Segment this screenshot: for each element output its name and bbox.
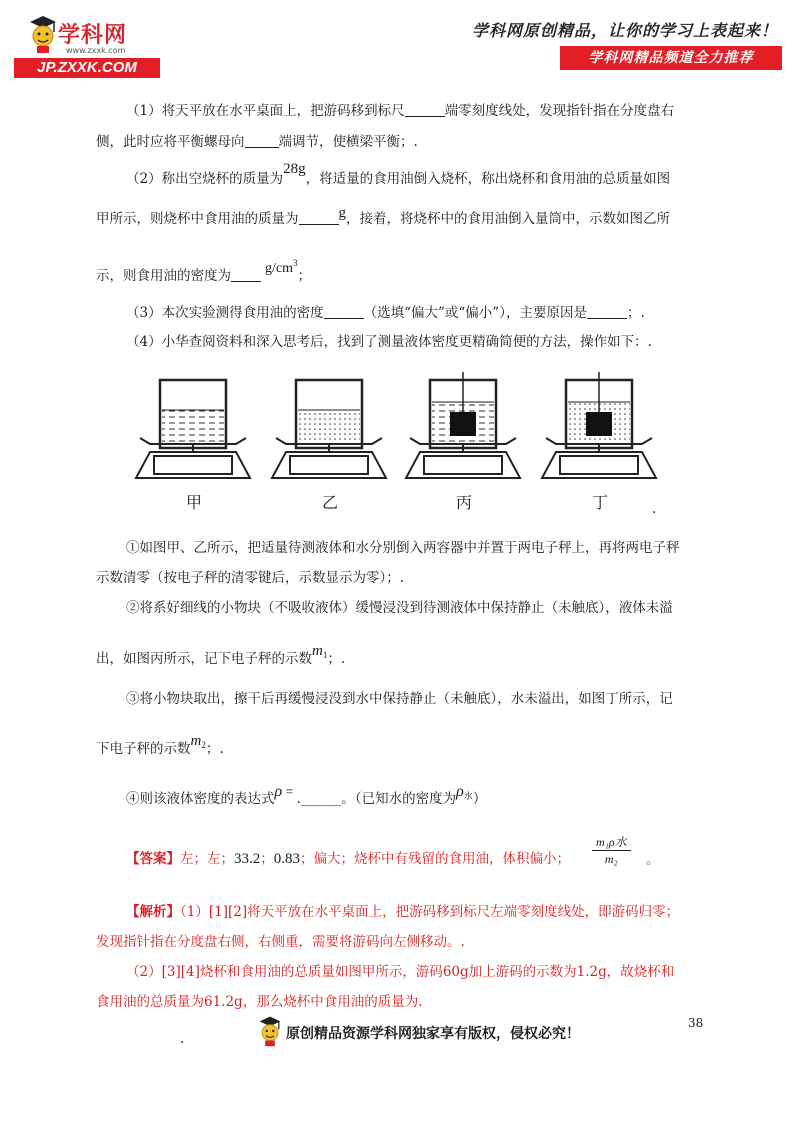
q2-text-e: 示，则食用油的密度为 — [96, 268, 231, 284]
scale-yi — [272, 380, 386, 478]
step1-line1: ①如图甲、乙所示，把适量待测液体和水分别倒入两容器中并置于两电子秤上，再将两电子秤 — [126, 540, 680, 556]
analysis-line2: 发现指针指在分度盘右侧，右侧重，需要将游码向左侧移动。. — [96, 934, 465, 950]
step4-text: ④则该液体密度的表达式 — [126, 791, 275, 807]
q2-unit-density: $g/cm^3$ — [265, 258, 298, 276]
analysis-label: 【解析】 — [126, 904, 180, 920]
header-banner: 学科网精品频道全力推荐 — [560, 46, 782, 70]
q3-blank-1 — [324, 304, 364, 319]
logo-url[interactable]: JP.ZXXK.COM — [14, 58, 160, 78]
q1-text-b: 端零刻度线处，发现指针指在分度盘右 — [444, 103, 675, 119]
step3-line1: ③将小物块取出，擦干后再缓慢浸没到水中保持静止（未触底），水未溢出，如图丁所示，记 — [126, 691, 673, 707]
figure-label-ding: 丁 — [592, 493, 609, 512]
fraction-numerator: m₁ρ水 — [592, 834, 631, 851]
q1-text-c: 侧，此时应将平衡螺母向 — [96, 134, 245, 150]
step3-end: ；. — [205, 741, 224, 757]
q1-blank-2 — [245, 133, 279, 148]
q2-blank-2 — [231, 267, 261, 282]
footer-dot: . — [180, 1031, 185, 1047]
q2-text-b: ，将适量的食用油倒入烧杯，称出烧杯和食用油的总质量如图 — [305, 171, 671, 187]
answer-sep: ； — [260, 851, 274, 867]
scale-ding — [542, 372, 656, 478]
footer-copyright: 原创精品资源学科网独家享有版权，侵权必究！ — [286, 1026, 580, 1042]
step2-line1: ②将系好细线的小物块（不吸收液体）缓慢浸没到待测液体中保持静止（未触底），液体未溢 — [126, 600, 673, 616]
q2-line1 — [126, 161, 671, 188]
answer-value-2: 0.83 — [273, 851, 300, 867]
q2-text-a: （2）称出空烧杯的质量为 — [126, 171, 284, 187]
answer-text-b: ；偏大；烧杯中有残留的食用油，体积偏小； — [300, 851, 570, 867]
figure-label-jia: 甲 — [186, 493, 203, 512]
m2-symbol: $m_2$ — [190, 733, 206, 750]
step2-end: ；. — [327, 651, 346, 667]
analysis-text-1: （1）[1][2]将天平放在水平桌面上，把游码移到标尺左端零刻度线处，即游码归零； — [180, 904, 680, 920]
step2-text: 出，如图丙所示，记下电子秤的示数 — [96, 651, 312, 667]
mascot-icon — [28, 14, 58, 54]
q3-blank-2 — [587, 304, 627, 319]
q2-line2 — [96, 205, 670, 228]
q3-text-b: （选填“偏大”或“偏小”），主要原因是 — [363, 305, 587, 321]
answer-label: 【答案】 — [126, 851, 180, 867]
step4-blank: .______。（已知水的密度为 — [296, 791, 457, 807]
logo-title: 学科网 — [58, 23, 128, 48]
q2-blank-1 — [299, 210, 339, 225]
header-slogan: 学科网原创精品，让你的学习上表起来！ — [471, 21, 778, 40]
step1-line2: 示数清零（按电子秤的清零键后，示数显示为零）；. — [96, 570, 405, 586]
rho-water-symbol: $\rho_水$ — [456, 783, 473, 802]
q4-line: （4）小华查阅资料和深入思考后，找到了测量液体密度更精确简便的方法，操作如下：. — [126, 334, 652, 350]
equals-sign: = — [282, 784, 297, 799]
q2-text-c: 甲所示，则烧杯中食用油的质量为 — [96, 211, 299, 227]
analysis-line1 — [126, 903, 679, 921]
m1-symbol: $m_1$ — [312, 643, 328, 660]
q1-blank-1 — [405, 102, 445, 117]
answer-text-a: 左；左； — [180, 851, 234, 867]
figure-label-yi: 乙 — [322, 493, 339, 512]
answer-line — [126, 848, 570, 870]
q3-line — [126, 304, 645, 322]
scale-bing — [406, 372, 520, 478]
step4-line — [126, 783, 487, 813]
q1-line1 — [126, 102, 674, 120]
q2-unit-g: g — [338, 205, 346, 221]
step4-end: ） — [472, 791, 487, 807]
logo-subtext: www.zxxk.com — [66, 46, 126, 55]
q3-text-c: ；. — [626, 305, 645, 321]
step3-line2 — [96, 733, 224, 762]
figure-dot: . — [652, 501, 657, 517]
q2-mass: 28g — [283, 161, 306, 177]
figure-label-bing: 丙 — [456, 493, 473, 512]
q2-text-f: ； — [297, 268, 311, 284]
q2-text-d: ，接着，将烧杯中的食用油倒入量筒中，示数如图乙所 — [346, 211, 670, 227]
analysis-line4: 食用油的总质量为61.2g，那么烧杯中食用油的质量为. — [96, 994, 423, 1010]
step3-text: 下电子秤的示数 — [96, 741, 191, 757]
answer-fraction — [592, 834, 631, 867]
fraction-denominator: m₂ — [604, 852, 618, 866]
answer-value-1: 33.2 — [234, 851, 261, 867]
rho-symbol: ρ — [274, 783, 283, 800]
analysis-line3: （2）[3][4]烧杯和食用油的总质量如图甲所示，游码60g加上游码的示数为1.2g，故烧杯和 — [126, 964, 675, 980]
site-logo[interactable] — [14, 10, 164, 76]
scale-jia — [136, 380, 250, 478]
answer-end: 。 — [646, 852, 660, 868]
q1-line2 — [96, 133, 418, 151]
page-number: 38 — [688, 1016, 704, 1030]
q3-text-a: （3）本次实验测得食用油的密度 — [126, 305, 324, 321]
q1-text-a: （1）将天平放在水平桌面上，把游码移到标尺 — [126, 103, 405, 119]
footer-mascot-icon — [258, 1014, 282, 1048]
step2-line2 — [96, 643, 346, 672]
q2-line3 — [96, 258, 311, 286]
q1-text-d: 端调节，使横梁平衡；. — [278, 134, 418, 150]
